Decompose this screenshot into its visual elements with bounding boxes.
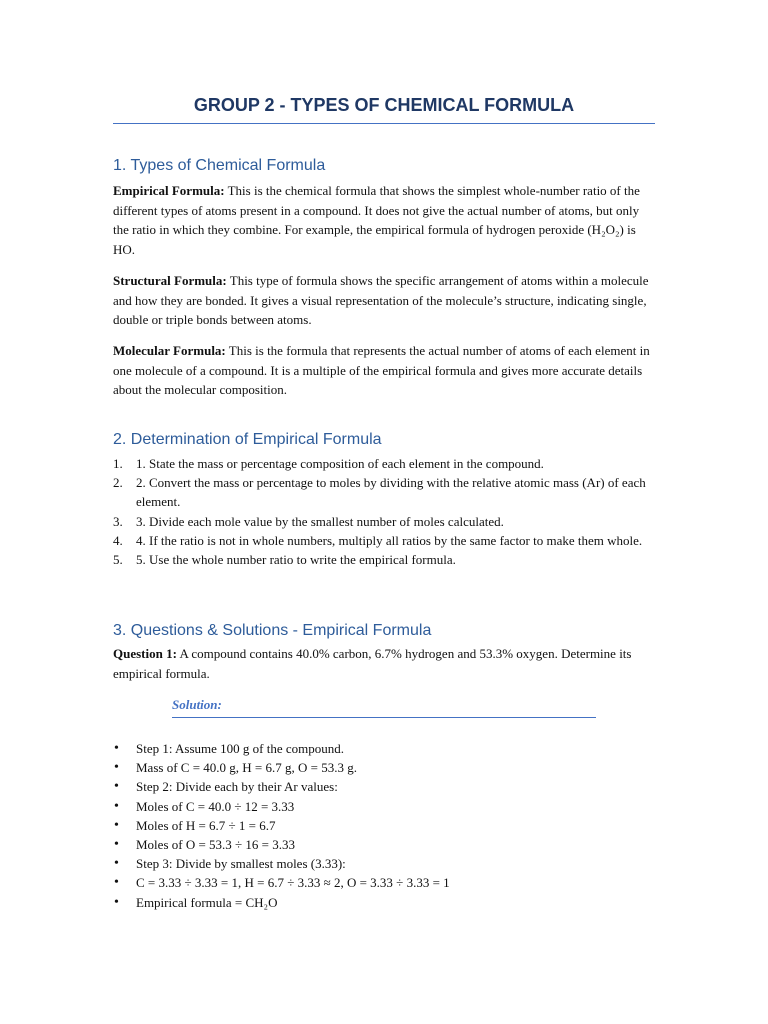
question-1-text: A compound contains 40.0% carbon, 6.7% hydrogen and 53.3% oxygen. Determine its empirical formula. [113,646,632,681]
list-item-text: Empirical formula = CH₂O [136,894,278,910]
list-item-text: Moles of O = 53.3 ÷ 16 = 3.33 [136,837,296,853]
bullet-icon: • [114,894,119,910]
solution-steps-list [113,739,658,912]
empirical-formula-term: Empirical Formula: [113,183,225,198]
list-item [113,777,658,796]
empirical-formula-paragraph [113,181,658,259]
list-item-text: Moles of C = 40.0 ÷ 12 = 3.33 [136,798,295,814]
list-item-text: Step 1: Assume 100 g of the compound. [136,741,344,756]
list-item [113,893,658,912]
list-item [113,816,658,835]
bullet-icon: • [114,798,119,814]
structural-formula-term: Structural Formula: [113,273,227,288]
structural-formula-paragraph [113,271,658,330]
title-underline [113,123,655,124]
bullet-icon: • [114,760,119,776]
bullet-icon: • [114,779,119,795]
molecular-formula-text: This is the formula that represents the actual number of atoms of each element in one molecule of a compound. It is a multiple of the empirical formula and gives more accurate details about the molecular composition. [113,343,650,397]
bullet-icon: • [114,741,119,756]
list-item-text: 4. If the ratio is not in whole numbers, multiply all ratios by the same factor to make them whole. [136,532,643,548]
list-item [113,758,658,777]
bullet-icon: • [114,817,119,833]
empirical-formula-text: This is the chemical formula that shows the simplest whole-number ratio of the different types of atoms present in a compound. It does not give the actual number of atoms, but only the ratio in which they combine. For example, the empirical formula of hydrogen peroxide (H₂O₂) is HO. [113,183,640,257]
section-3-heading: 3. Questions & Solutions - Empirical Formula [113,622,432,639]
bullet-icon: • [114,856,119,872]
list-marker: 4. [113,532,123,548]
list-item-text: C = 3.33 ÷ 3.33 = 1, H = 6.7 ÷ 3.33 ≈ 2, O = 3.33 ÷ 3.33 = 1 [136,875,450,891]
list-item [113,854,658,873]
solution-underline [172,717,596,718]
list-item [113,512,658,531]
section-2-heading: 2. Determination of Empirical Formula [113,431,382,448]
list-item-text: 5. Use the whole number ratio to write the empirical formula. [136,552,456,568]
list-item [113,797,658,816]
empirical-steps-list [113,454,658,569]
list-marker: 3. [113,513,123,529]
section-1-heading: 1. Types of Chemical Formula [113,157,326,174]
bullet-icon: • [114,837,119,853]
list-marker: 2. [113,475,123,491]
molecular-formula-paragraph [113,341,658,400]
list-marker: 1. [113,456,123,471]
structural-formula-text: This type of formula shows the specific arrangement of atoms within a molecule and how they are bonded. It gives a visual representation of the molecule’s structure, indicating single, double or triple bonds between atoms. [113,273,649,327]
list-item [113,454,658,473]
list-item [113,550,658,569]
document-title: GROUP 2 - TYPES OF CHEMICAL FORMULA [193,95,575,115]
solution-label: Solution: [172,697,222,712]
list-item-text: Step 2: Divide each by their Ar values: [136,779,338,795]
list-item-text: 2. Convert the mass or percentage to moles by dividing with the relative atomic mass (Ar) of each element. [136,475,646,510]
list-item [113,531,658,550]
question-1-paragraph [113,644,658,683]
molecular-formula-term: Molecular Formula: [113,343,226,358]
list-marker: 5. [113,552,123,568]
bullet-icon: • [114,875,119,891]
list-item-text: Mass of C = 40.0 g, H = 6.7 g, O = 53.3 g. [136,760,357,776]
list-item-text: 3. Divide each mole value by the smallest number of moles calculated. [136,513,504,529]
list-item [113,873,658,892]
list-item-text: 1. State the mass or percentage composition of each element in the compound. [136,456,544,471]
list-item [113,473,658,511]
list-item-text: Step 3: Divide by smallest moles (3.33): [136,856,346,872]
list-item [113,835,658,854]
question-1-term: Question 1: [113,646,177,661]
list-item [113,739,658,758]
list-item-text: Moles of H = 6.7 ÷ 1 = 6.7 [136,817,276,833]
